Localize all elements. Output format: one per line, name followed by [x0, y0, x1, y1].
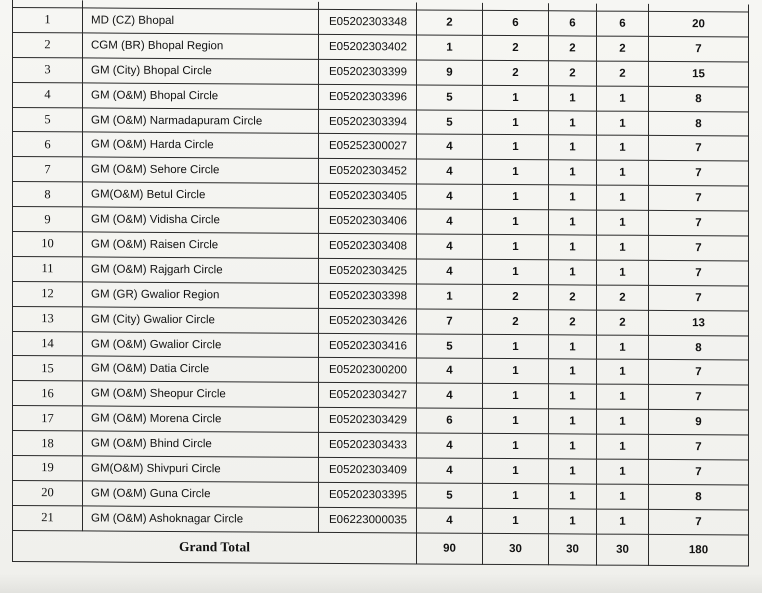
count-col3: 1 — [549, 484, 597, 509]
serial-number: 19 — [13, 456, 83, 481]
row-total: 15 — [649, 61, 749, 87]
row-total: 8 — [649, 335, 749, 361]
count-col2: 1 — [483, 458, 549, 483]
office-code: E05202300200 — [319, 358, 417, 383]
row-total: 7 — [649, 435, 749, 461]
row-total: 7 — [649, 509, 749, 535]
count-col4: 1 — [597, 459, 649, 484]
count-col3: 1 — [549, 459, 597, 484]
count-col2: 1 — [483, 185, 549, 210]
count-col2: 1 — [483, 359, 549, 384]
count-col4: 1 — [597, 360, 649, 385]
count-col4: 1 — [597, 335, 649, 360]
count-col1: 2 — [417, 10, 483, 35]
count-col2: 2 — [483, 309, 549, 334]
count-col1: 4 — [417, 159, 483, 184]
count-col3: 2 — [549, 36, 597, 61]
office-code: E05202303395 — [319, 482, 417, 507]
count-col1: 4 — [417, 358, 483, 383]
office-name: GM (City) Gwalior Circle — [83, 307, 319, 333]
office-code: E05202303394 — [319, 109, 417, 134]
count-col1: 4 — [417, 134, 483, 159]
count-col2: 2 — [483, 60, 549, 85]
table-body — [13, 0, 749, 535]
count-col1: 4 — [417, 383, 483, 408]
office-code: E06223000035 — [319, 507, 417, 532]
count-col2: 1 — [483, 409, 549, 434]
grand-total-col2: 30 — [483, 533, 549, 564]
office-name: GM (GR) Gwalior Region — [83, 282, 319, 308]
serial-number: 3 — [13, 57, 83, 82]
count-col1: 1 — [417, 35, 483, 60]
page-shadow — [0, 573, 762, 593]
count-col1: 4 — [417, 433, 483, 458]
count-col2: 2 — [483, 35, 549, 60]
count-col3: 1 — [549, 260, 597, 285]
allocation-table — [12, 0, 749, 566]
office-code: E05202303416 — [319, 333, 417, 358]
count-col4: 1 — [597, 434, 649, 459]
count-col1: 4 — [417, 259, 483, 284]
count-col1: 4 — [417, 458, 483, 483]
serial-number: 12 — [13, 281, 83, 306]
count-col4: 1 — [597, 86, 649, 111]
serial-number: 10 — [13, 232, 83, 257]
count-col4: 2 — [597, 310, 649, 335]
office-name: GM (O&M) Guna Circle — [83, 481, 319, 507]
count-col1: 1 — [417, 284, 483, 309]
count-col4: 1 — [597, 235, 649, 260]
count-col2: 1 — [483, 384, 549, 409]
count-col3: 1 — [549, 85, 597, 110]
count-col2: 1 — [483, 135, 549, 160]
count-col1: 6 — [417, 408, 483, 433]
row-total: 8 — [649, 484, 749, 510]
serial-number: 16 — [13, 381, 83, 406]
count-col3: 1 — [549, 359, 597, 384]
count-col3: 1 — [549, 110, 597, 135]
serial-number: 2 — [13, 32, 83, 57]
office-code: E05202303433 — [319, 433, 417, 458]
count-col2: 1 — [483, 334, 549, 359]
count-col1: 7 — [417, 309, 483, 334]
office-code: E05202303452 — [319, 159, 417, 184]
office-code: E05202303409 — [319, 457, 417, 482]
row-total: 8 — [649, 86, 749, 112]
count-col1: 4 — [417, 234, 483, 259]
serial-number: 4 — [13, 82, 83, 107]
row-total: 7 — [649, 385, 749, 411]
serial-number: 9 — [13, 207, 83, 232]
office-name: GM (O&M) Ashoknagar Circle — [83, 506, 319, 532]
count-col3: 1 — [549, 334, 597, 359]
office-name: GM(O&M) Betul Circle — [83, 182, 319, 208]
count-col4: 6 — [597, 11, 649, 36]
row-total: 7 — [649, 186, 749, 212]
office-code: E05202303425 — [319, 258, 417, 283]
office-name: GM (O&M) Raisen Circle — [83, 232, 319, 258]
serial-number: 13 — [13, 306, 83, 331]
office-name: CGM (BR) Bhopal Region — [83, 33, 319, 59]
office-name: GM (O&M) Sheopur Circle — [83, 381, 319, 407]
count-col2: 2 — [483, 284, 549, 309]
grand-total-sum: 180 — [649, 534, 749, 566]
serial-number: 1 — [13, 8, 83, 33]
row-total: 7 — [649, 36, 749, 62]
count-col3: 1 — [549, 384, 597, 409]
count-col4: 1 — [597, 111, 649, 136]
count-col1: 9 — [417, 60, 483, 85]
serial-number: 20 — [13, 480, 83, 505]
serial-number: 15 — [13, 356, 83, 381]
count-col2: 1 — [483, 209, 549, 234]
count-col3: 1 — [549, 135, 597, 160]
count-col4: 1 — [597, 185, 649, 210]
count-col2: 6 — [483, 10, 549, 35]
count-col3: 1 — [549, 210, 597, 235]
row-total: 7 — [649, 161, 749, 187]
count-col1: 4 — [417, 209, 483, 234]
row-total: 8 — [649, 111, 749, 137]
row-total: 7 — [649, 459, 749, 485]
count-col3: 2 — [549, 61, 597, 86]
count-col3: 6 — [549, 11, 597, 36]
count-col3: 1 — [549, 434, 597, 459]
office-name: GM (O&M) Bhind Circle — [83, 431, 319, 457]
count-col1: 5 — [417, 85, 483, 110]
serial-number: 6 — [13, 132, 83, 157]
serial-number: 17 — [13, 406, 83, 431]
office-code: E05202303406 — [319, 208, 417, 233]
row-total: 9 — [649, 410, 749, 436]
count-col4: 1 — [597, 260, 649, 285]
office-code: E05202303427 — [319, 383, 417, 408]
office-name: GM (O&M) Rajgarh Circle — [83, 257, 319, 283]
count-col4: 1 — [597, 409, 649, 434]
count-col1: 4 — [417, 184, 483, 209]
office-name: GM (City) Bhopal Circle — [83, 58, 319, 84]
count-col4: 1 — [597, 136, 649, 161]
serial-number: 8 — [13, 182, 83, 207]
serial-number: 5 — [13, 107, 83, 132]
office-name: GM (O&M) Bhopal Circle — [83, 83, 319, 109]
count-col4: 2 — [597, 36, 649, 61]
office-code: E05202303398 — [319, 283, 417, 308]
row-total: 7 — [649, 260, 749, 286]
count-col3: 2 — [549, 285, 597, 310]
count-col2: 1 — [483, 160, 549, 185]
count-col4: 1 — [597, 160, 649, 185]
count-col3: 1 — [549, 185, 597, 210]
office-name: MD (CZ) Bhopal — [83, 8, 319, 34]
count-col2: 1 — [483, 110, 549, 135]
office-code: E05202303348 — [319, 9, 417, 34]
office-code: E05202303429 — [319, 408, 417, 433]
count-col3: 1 — [549, 509, 597, 534]
row-total: 7 — [649, 360, 749, 386]
office-code: E05202303408 — [319, 233, 417, 258]
serial-number: 18 — [13, 431, 83, 456]
office-name: GM (O&M) Datia Circle — [83, 356, 319, 382]
office-code: E05202303402 — [319, 34, 417, 59]
count-col4: 1 — [597, 484, 649, 509]
grand-total-col1: 90 — [417, 533, 483, 564]
count-col2: 1 — [483, 508, 549, 533]
serial-number: 14 — [13, 331, 83, 356]
serial-number: 21 — [13, 505, 83, 530]
count-col2: 1 — [483, 234, 549, 259]
grand-total-label: Grand Total — [13, 530, 417, 563]
serial-number: 7 — [13, 157, 83, 182]
count-col1: 5 — [417, 334, 483, 359]
row-total: 20 — [649, 11, 749, 37]
row-total: 7 — [649, 136, 749, 162]
office-name: GM (O&M) Sehore Circle — [83, 157, 319, 183]
office-code: E05202303396 — [319, 84, 417, 109]
office-name: GM (O&M) Narmadapuram Circle — [83, 107, 319, 133]
count-col2: 1 — [483, 259, 549, 284]
row-total: 7 — [649, 285, 749, 311]
count-col1: 5 — [417, 110, 483, 135]
office-code: E05202303405 — [319, 184, 417, 209]
office-name: GM (O&M) Morena Circle — [83, 406, 319, 432]
grand-total-col3: 30 — [549, 533, 597, 564]
count-col4: 2 — [597, 285, 649, 310]
count-col3: 2 — [549, 309, 597, 334]
count-col4: 1 — [597, 384, 649, 409]
grand-total-row — [13, 530, 749, 565]
office-code: E05202303399 — [319, 59, 417, 84]
count-col4: 1 — [597, 210, 649, 235]
row-total: 13 — [649, 310, 749, 336]
office-name: GM(O&M) Shivpuri Circle — [83, 456, 319, 482]
count-col3: 1 — [549, 235, 597, 260]
office-code: E05252300027 — [319, 134, 417, 159]
row-total: 7 — [649, 211, 749, 237]
grand-total-col4: 30 — [597, 534, 649, 565]
count-col2: 1 — [483, 483, 549, 508]
table-footer — [13, 530, 749, 565]
count-col4: 1 — [597, 509, 649, 534]
count-col3: 1 — [549, 160, 597, 185]
office-name: GM (O&M) Gwalior Circle — [83, 332, 319, 358]
office-name: GM (O&M) Vidisha Circle — [83, 207, 319, 233]
serial-number: 11 — [13, 256, 83, 281]
office-code: E05202303426 — [319, 308, 417, 333]
row-total: 7 — [649, 235, 749, 261]
office-name: GM (O&M) Harda Circle — [83, 132, 319, 158]
count-col2: 1 — [483, 85, 549, 110]
count-col1: 5 — [417, 483, 483, 508]
count-col2: 1 — [483, 434, 549, 459]
count-col4: 2 — [597, 61, 649, 86]
count-col3: 1 — [549, 409, 597, 434]
count-col1: 4 — [417, 508, 483, 533]
